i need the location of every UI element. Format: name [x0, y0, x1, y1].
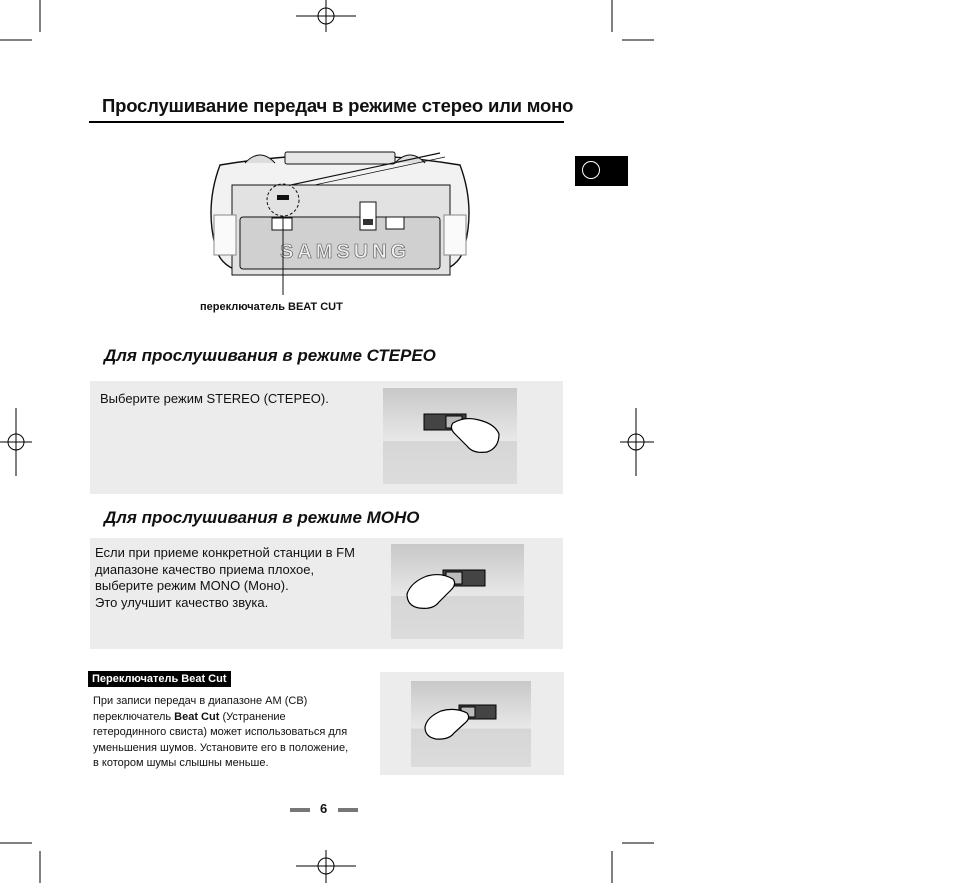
stereo-text: Выберите режим STEREO (СТЕРЕО). — [100, 391, 329, 406]
mono-text: Если при приеме конкретной станции в FM диапазоне качество приема плохое, выберите режим MONO (Моно). Это улучшит качество звука. — [95, 545, 355, 610]
hand-switch-icon — [383, 388, 517, 484]
title-divider — [89, 121, 564, 123]
language-tab — [575, 156, 628, 186]
page-title: Прослушивание передач в режиме стерео или моно — [102, 95, 574, 116]
mono-switch-image — [391, 544, 524, 639]
beat-cut-switch-image — [411, 681, 531, 767]
figure-caption: переключатель BEAT CUT — [200, 301, 343, 313]
hand-switch-icon — [411, 681, 531, 767]
page-bar-right — [338, 808, 358, 812]
stereo-switch-image — [383, 388, 517, 484]
page-number: 6 — [320, 801, 328, 816]
circle-icon — [582, 161, 600, 179]
beat-cut-badge: Переключатель Beat Cut — [88, 671, 231, 687]
brand-logo: SAMSUNG — [280, 241, 411, 263]
beat-cut-text: При записи передач в диапазоне AM (CB) переключатель Beat Cut (Устранение гетеродинного свиста) может использоваться для уменьшения шумов. Установите его в положение, в котором шумы слышны меньше. — [93, 695, 349, 769]
stereo-heading: Для прослушивания в режиме СТЕРЕО — [104, 346, 436, 365]
boombox-illustration — [200, 145, 480, 295]
page-bar-left — [290, 808, 310, 812]
hand-switch-icon — [391, 544, 524, 639]
mono-heading: Для прослушивания в режиме МОНО — [104, 508, 420, 527]
